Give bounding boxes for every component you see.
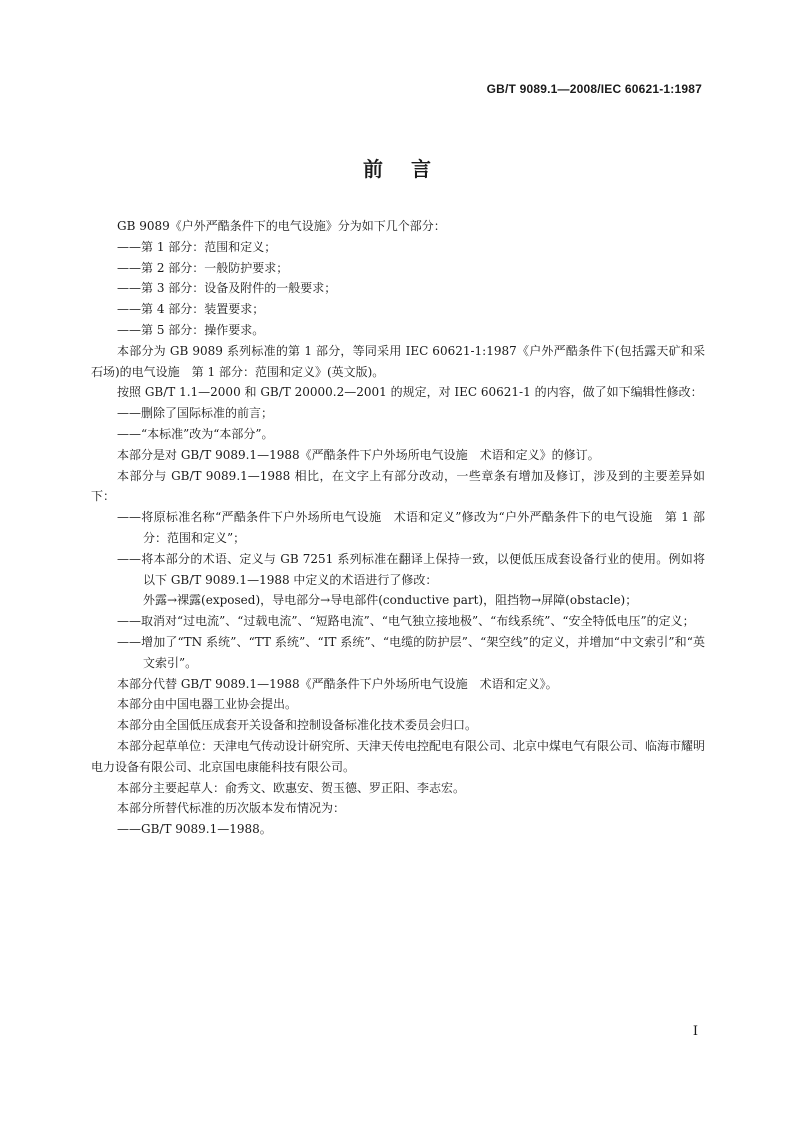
paragraph: 本部分与 GB/T 9089.1—1988 相比，在文字上有部分改动，一些章条有增加及修订，涉及到的主要差异如下： — [91, 468, 705, 504]
list-item: ——删除了国际标准的前言； — [117, 406, 274, 421]
paragraph: 本部分是对 GB/T 9089.1—1988《严酷条件下户外场所电气设施 术语和定义》的修订。 — [117, 447, 600, 462]
page-number: I — [692, 1024, 698, 1039]
list-item: ——取消对“过电流”、“过载电流”、“短路电流”、“电气独立接地极”、“布线系统”、“安全特低电压”的定义； — [117, 614, 695, 629]
list-item: ——第 5 部分：操作要求。 — [117, 322, 265, 337]
paragraph: 本部分起草单位：天津电气传动设计研究所、天津天传电控配电有限公司、北京中煤电气有限公司、临海市耀明电力设备有限公司、北京国电康能科技有限公司。 — [91, 738, 706, 774]
list-item: ——将本部分的术语、定义与 GB 7251 系列标准在翻译上保持一致，以便低压成套设备行业的使用。例如将以下 GB/T 9089.1—1988 中定义的术语进行了修改： — [117, 551, 705, 587]
list-item: ——GB/T 9089.1—1988。 — [117, 822, 272, 837]
term-change-example: 外露→裸露(exposed)，导电部分→导电部件(conductive part)，阻挡物→屏障(obstacle)； — [143, 593, 638, 608]
paragraph: 按照 GB/T 1.1—2000 和 GB/T 20000.2—2001 的规定，对 IEC 60621-1 的内容，做了如下编辑性修改： — [117, 385, 703, 400]
list-item: ——将原标准名称“严酷条件下户外场所电气设施 术语和定义”修改为“户外严酷条件下的电气设施 第 1 部分：范围和定义”； — [117, 510, 705, 545]
paragraph: 本部分为 GB 9089 系列标准的第 1 部分，等同采用 IEC 60621-1:1987《户外严酷条件下(包括露天矿和采石场)的电气设施 第 1 部分：范围和定义》(英文版)。 — [91, 343, 705, 379]
standard-number-header: GB/T 9089.1—2008/IEC 60621-1:1987 — [486, 82, 702, 96]
foreword-body — [91, 216, 705, 840]
list-item: ——第 4 部分：装置要求； — [117, 302, 265, 317]
paragraph: 本部分所替代标准的历次版本发布情况为： — [117, 801, 346, 816]
paragraph: 本部分由全国低压成套开关设备和控制设备标准化技术委员会归口。 — [117, 718, 478, 733]
list-item: ——第 2 部分：一般防护要求； — [117, 260, 289, 275]
list-item: ——第 3 部分：设备及附件的一般要求； — [117, 281, 337, 296]
paragraph: GB 9089《户外严酷条件下的电气设施》分为如下几个部分： — [117, 219, 446, 233]
paragraph: 本部分由中国电器工业协会提出。 — [117, 697, 298, 712]
list-item: ——第 1 部分：范围和定义； — [117, 239, 277, 254]
list-item: ——“本标准”改为“本部分”。 — [117, 426, 274, 441]
paragraph: 本部分主要起草人：俞秀文、欧惠安、贺玉德、罗正阳、李志宏。 — [117, 780, 466, 795]
page-title: 前言 — [363, 157, 459, 181]
list-item: ——增加了“TN 系统”、“TT 系统”、“IT 系统”、“电缆的防护层”、“架空线”的定义，并增加“中文索引”和“英文索引”。 — [117, 634, 705, 670]
paragraph: 本部分代替 GB/T 9089.1—1988《严酷条件下户外场所电气设施 术语和定义》。 — [117, 676, 558, 691]
